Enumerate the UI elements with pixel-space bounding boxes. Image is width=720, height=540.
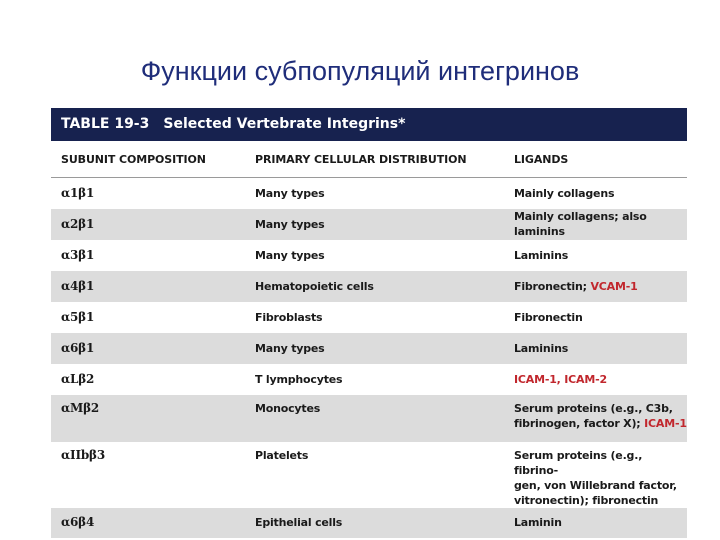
table-header-row xyxy=(51,141,687,178)
cell-subunit: αMβ2 xyxy=(51,395,245,442)
table-caption: Selected Vertebrate Integrins* xyxy=(163,116,406,132)
ligand-line: fibrinogen, factor X); xyxy=(514,416,645,430)
cell-distribution: Many types xyxy=(255,186,325,200)
ligand-line: vitronectin); fibronectin xyxy=(514,493,659,507)
ligand-highlight: VCAM-1 xyxy=(590,279,638,293)
table-row xyxy=(51,209,687,240)
cell-distribution: T lymphocytes xyxy=(255,372,343,386)
header-distribution: PRIMARY CELLULAR DISTRIBUTION xyxy=(245,141,504,178)
header-subunit: SUBUNIT COMPOSITION xyxy=(51,141,245,178)
table-row xyxy=(51,442,687,508)
cell-distribution: Epithelial cells xyxy=(245,508,504,538)
cell-subunit: α6β1 xyxy=(51,333,245,364)
cell-ligands: Mainly collagens xyxy=(514,186,615,200)
integrins-table xyxy=(51,108,687,538)
table-row xyxy=(51,333,687,364)
table-row xyxy=(51,508,687,538)
cell-ligands: Laminins xyxy=(514,248,569,262)
cell-distribution: Many types xyxy=(245,333,504,364)
cell-distribution: Fibroblasts xyxy=(255,310,323,324)
ligand-text: Fibronectin; xyxy=(514,279,591,293)
table-number: TABLE 19-3 xyxy=(61,116,150,132)
table-row xyxy=(51,178,687,209)
table-row xyxy=(51,240,687,271)
cell-ligands xyxy=(504,442,687,508)
cell-ligands: Fibronectin xyxy=(514,310,583,324)
cell-subunit: α2β1 xyxy=(51,209,245,240)
table-caption-banner xyxy=(51,108,687,141)
cell-subunit: α1β1 xyxy=(61,185,95,200)
cell-ligands xyxy=(504,395,687,442)
ligand-line: Serum proteins (e.g., C3b, xyxy=(514,401,673,415)
table-row xyxy=(51,271,687,302)
cell-ligands xyxy=(504,364,687,395)
cell-distribution: Hematopoietic cells xyxy=(245,271,504,302)
cell-distribution: Monocytes xyxy=(245,395,504,442)
cell-subunit: α3β1 xyxy=(61,247,95,262)
cell-distribution: Platelets xyxy=(255,448,309,462)
slide-title: Функции субпопуляций интегринов xyxy=(140,56,580,86)
ligand-line: gen, von Willebrand factor, xyxy=(514,478,677,492)
ligand-highlight: ICAM-1, ICAM-2 xyxy=(514,372,607,386)
cell-ligands xyxy=(504,271,687,302)
cell-distribution: Many types xyxy=(255,248,325,262)
ligand-line: Serum proteins (e.g., fibrino- xyxy=(514,448,643,477)
cell-distribution: Many types xyxy=(245,209,504,240)
cell-subunit: α6β4 xyxy=(51,508,245,538)
ligand-highlight: ICAM-1 xyxy=(644,416,687,430)
integrins-grid xyxy=(51,141,687,538)
cell-ligands: Mainly collagens; also laminins xyxy=(504,209,687,240)
cell-subunit: α5β1 xyxy=(61,309,95,324)
cell-ligands: Laminins xyxy=(504,333,687,364)
cell-subunit: αIIbβ3 xyxy=(61,447,105,462)
cell-subunit: αLβ2 xyxy=(61,371,95,386)
table-row xyxy=(51,364,687,395)
cell-ligands: Laminin xyxy=(504,508,687,538)
table-row xyxy=(51,302,687,333)
header-ligands: LIGANDS xyxy=(504,141,687,178)
table-row xyxy=(51,395,687,442)
cell-subunit: α4β1 xyxy=(51,271,245,302)
